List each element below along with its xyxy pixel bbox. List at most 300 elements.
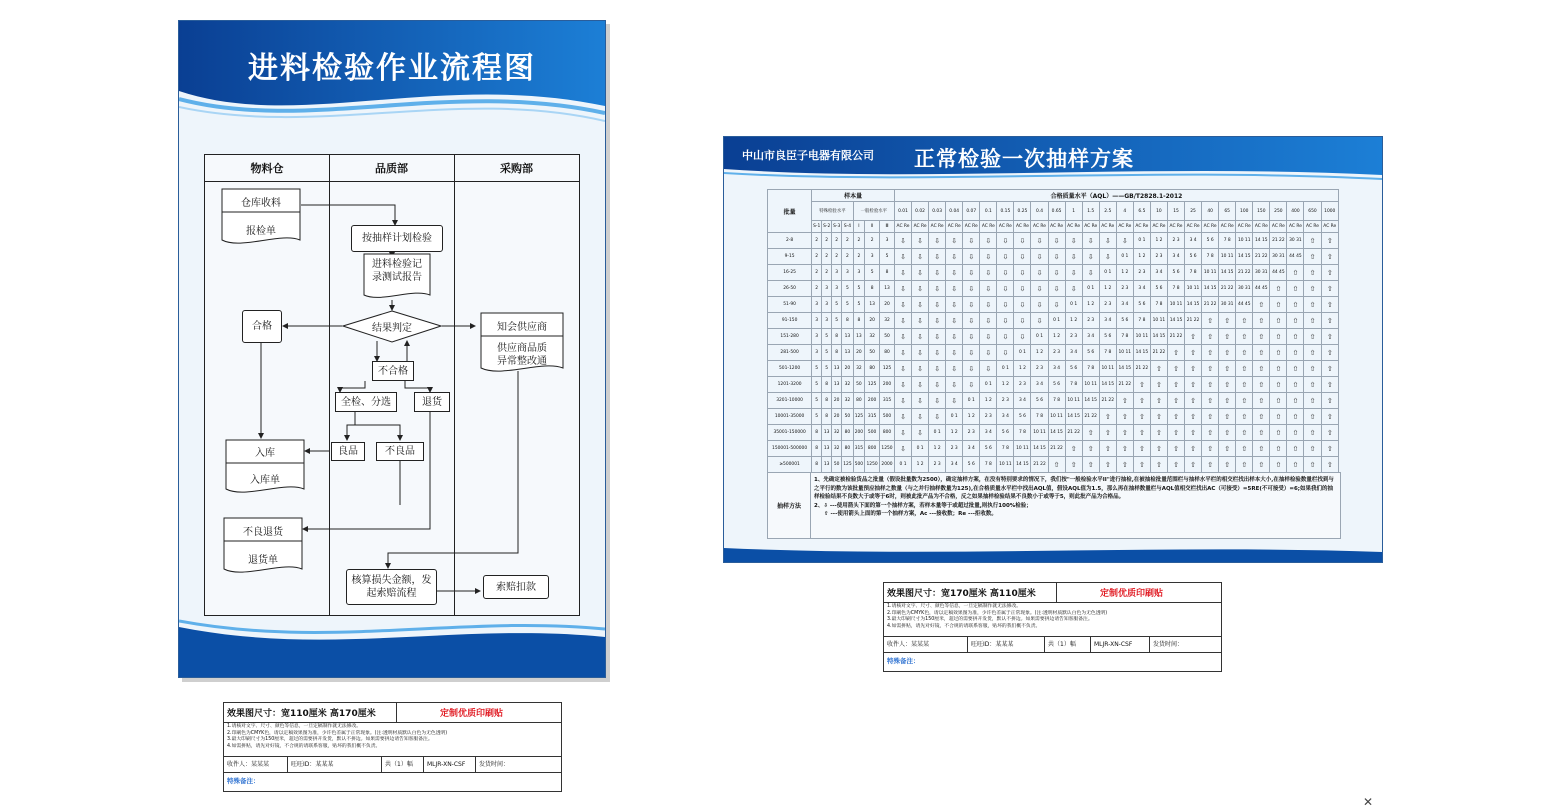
sample-size-header: 样本量: [812, 190, 895, 202]
arrow-down-icon: ⇩: [985, 252, 992, 261]
ac-re-cell: 21 22: [1133, 361, 1150, 377]
arrow-down-icon: ⇩: [1019, 284, 1026, 293]
aql-value-header: 400: [1287, 202, 1304, 221]
ac-re-cell: 10 11: [1202, 265, 1219, 281]
arrow-cell: [912, 297, 929, 313]
aql-value-header: 40: [1202, 202, 1219, 221]
arrow-down-icon: ⇩: [934, 316, 941, 325]
sample-size-cell: 80: [842, 441, 853, 457]
arrow-up-icon: ⇧: [1258, 396, 1265, 405]
arrow-up-icon: ⇧: [1309, 300, 1316, 309]
arrow-up-icon: ⇧: [1326, 396, 1333, 405]
arrow-cell: [1082, 457, 1099, 473]
arrow-down-icon: ⇩: [917, 348, 923, 357]
arrow-cell: [963, 329, 980, 345]
arrow-down-icon: ⇩: [951, 236, 958, 245]
arrow-up-icon: ⇧: [1156, 412, 1162, 421]
sample-size-cell: 500: [865, 425, 880, 441]
close-icon[interactable]: ✕: [1363, 795, 1374, 809]
aql-value-header: 1000: [1321, 202, 1338, 221]
ac-re-cell: 5 6: [1099, 329, 1116, 345]
level-code-header: S-2: [822, 221, 832, 233]
sample-size-cell: 80: [842, 425, 853, 441]
arrow-cell: [1014, 297, 1031, 313]
arrow-down-icon: ⇩: [968, 268, 975, 277]
arrow-cell: [1065, 457, 1082, 473]
spec-info-row: [884, 636, 1221, 653]
level-code-header: Ⅰ: [853, 221, 864, 233]
aql-value-header: 0.03: [929, 202, 946, 221]
arrow-up-icon: ⇧: [1241, 396, 1248, 405]
sample-size-cell: 800: [880, 425, 895, 441]
arrow-cell: [1304, 329, 1321, 345]
ac-re-cell: 10 11: [997, 457, 1014, 473]
receiver: 收件人：某某某: [884, 637, 968, 652]
sample-size-cell: 80: [880, 345, 895, 361]
ac-re-cell: 0 1: [1099, 265, 1116, 281]
sample-size-cell: 5: [812, 377, 822, 393]
ac-re-cell: 7 8: [1099, 345, 1116, 361]
arrow-cell: [1082, 425, 1099, 441]
arrow-up-icon: ⇧: [1104, 460, 1111, 469]
arrow-cell: [1116, 425, 1133, 441]
arrow-up-icon: ⇧: [1138, 396, 1145, 405]
sample-size-cell: 315: [880, 393, 895, 409]
arrow-up-icon: ⇧: [1309, 332, 1316, 341]
sample-size-cell: 32: [832, 441, 842, 457]
arrow-up-icon: ⇧: [1326, 364, 1333, 373]
arrow-cell: [1236, 361, 1253, 377]
ac-re-cell: 10 11: [1031, 425, 1048, 441]
arrow-cell: [1167, 425, 1184, 441]
sample-size-cell: 32: [832, 425, 842, 441]
arrow-up-icon: ⇧: [1258, 348, 1265, 357]
arrow-cell: [1202, 329, 1219, 345]
ac-re-cell: 3 4: [997, 409, 1014, 425]
ac-re-cell: 14 15: [1031, 441, 1048, 457]
batch-cell: 35001-150000: [768, 425, 812, 441]
table-row: [768, 441, 1339, 457]
arrow-up-icon: ⇧: [1241, 364, 1248, 373]
arrow-cell: [1202, 313, 1219, 329]
sample-size-cell: 32: [880, 313, 895, 329]
arrow-up-icon: ⇧: [1138, 428, 1145, 437]
ac-re-cell: 5 6: [1150, 281, 1167, 297]
arrow-cell: [1219, 409, 1236, 425]
sample-size-cell: 13: [822, 457, 832, 473]
sample-size-cell: 5: [822, 329, 832, 345]
poster-footer-banner: [179, 617, 605, 677]
size-label: 效果图尺寸：宽110厘米 高170厘米: [227, 709, 376, 719]
ac-re-cell: 2 3: [1014, 377, 1031, 393]
arrow-cell: [929, 297, 946, 313]
ac-re-cell: 2 3: [1167, 233, 1184, 249]
ac-re-cell: 3 4: [963, 441, 980, 457]
ac-re-cell: 21 22: [1116, 377, 1133, 393]
ac-re-cell: 21 22: [1082, 409, 1099, 425]
arrow-up-icon: ⇧: [1309, 268, 1316, 277]
arrow-cell: [1253, 393, 1270, 409]
arrow-cell: [963, 345, 980, 361]
sample-size-cell: 3: [880, 233, 895, 249]
ac-re-cell: 30 31: [1270, 249, 1287, 265]
arrow-up-icon: ⇧: [1173, 460, 1179, 469]
arrow-cell: [1253, 345, 1270, 361]
arrow-cell: [912, 393, 929, 409]
sample-size-cell: 125: [842, 457, 853, 473]
arrow-up-icon: ⇧: [1258, 460, 1265, 469]
arrow-cell: [912, 281, 929, 297]
arrow-up-icon: ⇧: [1156, 444, 1162, 453]
arrow-cell: [997, 345, 1014, 361]
ac-re-cell: 44 45: [1270, 265, 1287, 281]
ac-re-cell: 5 6: [997, 425, 1014, 441]
ac-re-cell: 2 3: [929, 457, 946, 473]
arrow-up-icon: ⇧: [1275, 412, 1282, 421]
table-row: [768, 329, 1339, 345]
arrow-down-icon: ⇩: [951, 252, 958, 261]
spec-note: 4.如需拼贴，请先对好镜，不合规的请联系客服，贴坏的我们概不负责。: [887, 623, 1041, 629]
arrow-up-icon: ⇧: [1309, 460, 1316, 469]
table-row: [768, 345, 1339, 361]
table-header-row: [768, 202, 1339, 221]
arrow-cell: [894, 377, 911, 393]
store-in-form-label: 入库单: [250, 475, 280, 486]
ac-re-cell: 7 8: [997, 441, 1014, 457]
arrow-cell: [1133, 409, 1150, 425]
ac-re-header: AC Re: [1065, 221, 1082, 233]
arrow-up-icon: ⇧: [1292, 444, 1299, 453]
divider: [396, 703, 397, 722]
arrow-down-icon: ⇩: [1070, 284, 1077, 293]
arrow-up-icon: ⇧: [1292, 300, 1299, 309]
arrow-cell: [980, 361, 997, 377]
batch-header: 批量: [768, 190, 812, 233]
sample-size-cell: 5: [812, 361, 822, 377]
sample-size-cell: 2: [853, 233, 864, 249]
ac-re-header: AC Re: [1270, 221, 1287, 233]
arrow-cell: [1287, 345, 1304, 361]
arrow-cell: [894, 361, 911, 377]
sample-size-cell: 2: [822, 233, 832, 249]
sample-size-cell: 800: [865, 441, 880, 457]
ac-re-cell: 21 22: [1185, 313, 1202, 329]
poster-title: 进料检验作业流程图: [248, 51, 536, 86]
aql-value-header: 65: [1219, 202, 1236, 221]
sample-size-cell: 13: [842, 345, 853, 361]
batch-cell: 51-90: [768, 297, 812, 313]
arrow-cell: [1048, 457, 1065, 473]
ac-re-cell: 14 15: [1253, 233, 1270, 249]
arrow-up-icon: ⇧: [1190, 348, 1196, 357]
arrow-cell: [1219, 361, 1236, 377]
arrow-cell: [1219, 345, 1236, 361]
lane-header-purchase: 采购部: [454, 155, 579, 182]
ac-re-cell: 0 1: [1082, 281, 1099, 297]
arrow-cell: [980, 313, 997, 329]
arrow-up-icon: ⇧: [1224, 380, 1231, 389]
aql-value-header: 0.07: [963, 202, 980, 221]
ac-re-cell: 10 11: [1185, 281, 1202, 297]
arrow-down-icon: ⇩: [1053, 268, 1060, 277]
arrow-down-icon: ⇩: [900, 348, 906, 357]
arrow-cell: [1014, 281, 1031, 297]
arrow-up-icon: ⇧: [1207, 396, 1214, 405]
ac-re-header: AC Re: [1048, 221, 1065, 233]
ac-re-cell: 2 3: [1048, 345, 1065, 361]
sample-size-cell: 3: [812, 329, 822, 345]
arrow-cell: [1185, 345, 1202, 361]
arrow-cell: [1116, 233, 1133, 249]
table-row: [768, 457, 1339, 473]
arrow-cell: [1287, 441, 1304, 457]
ac-re-header: AC Re: [1253, 221, 1270, 233]
ac-re-cell: 21 22: [1202, 297, 1219, 313]
aql-value-header: 6.5: [1133, 202, 1150, 221]
arrow-up-icon: ⇧: [1326, 300, 1333, 309]
sample-size-cell: 20: [853, 345, 864, 361]
arrow-down-icon: ⇩: [1036, 316, 1043, 325]
arrow-cell: [1287, 361, 1304, 377]
arrow-cell: [1236, 313, 1253, 329]
warehouse-receive-label: 仓库收料: [241, 198, 281, 209]
arrow-cell: [929, 329, 946, 345]
arrow-up-icon: ⇧: [1224, 396, 1231, 405]
arrow-down-icon: ⇩: [900, 396, 906, 405]
claim-node: 索赔扣款: [483, 575, 549, 599]
aql-sampling-table: [767, 189, 1339, 473]
arrow-cell: [912, 265, 929, 281]
arrow-cell: [1321, 265, 1338, 281]
arrow-cell: [929, 249, 946, 265]
arrow-cell: [1150, 409, 1167, 425]
arrow-up-icon: ⇧: [1241, 348, 1248, 357]
arrow-up-icon: ⇧: [1326, 412, 1333, 421]
arrow-up-icon: ⇧: [1104, 428, 1111, 437]
arrow-down-icon: ⇩: [1104, 252, 1111, 261]
ac-re-cell: 10 11: [1048, 409, 1065, 425]
arrow-down-icon: ⇩: [1036, 252, 1043, 261]
arrow-cell: [980, 329, 997, 345]
arrow-down-icon: ⇩: [917, 428, 923, 437]
arrow-cell: [1202, 393, 1219, 409]
wangwang-id: 旺旺ID：某某某: [968, 637, 1045, 652]
arrow-down-icon: ⇩: [968, 300, 975, 309]
arrow-up-icon: ⇧: [1258, 300, 1265, 309]
aql-header: 合格质量水平（AQL）——GB/T2828.1-2012: [894, 190, 1338, 202]
arrow-cell: [946, 265, 963, 281]
arrow-up-icon: ⇧: [1241, 380, 1248, 389]
arrow-down-icon: ⇩: [917, 380, 923, 389]
ac-re-cell: 0 1: [1014, 345, 1031, 361]
arrow-up-icon: ⇧: [1292, 316, 1299, 325]
ac-re-header: AC Re: [1116, 221, 1133, 233]
sample-size-cell: 1250: [865, 457, 880, 473]
sample-size-cell: 8: [832, 345, 842, 361]
ac-re-header: AC Re: [946, 221, 963, 233]
arrow-up-icon: ⇧: [1173, 444, 1179, 453]
arrow-cell: [1082, 233, 1099, 249]
arrow-cell: [1321, 425, 1338, 441]
ship-time: 发货时间：: [1153, 641, 1184, 648]
arrow-cell: [1116, 457, 1133, 473]
arrow-up-icon: ⇧: [1104, 444, 1111, 453]
arrow-up-icon: ⇧: [1292, 428, 1299, 437]
arrow-up-icon: ⇧: [1309, 236, 1316, 245]
arrow-down-icon: ⇩: [951, 380, 958, 389]
ac-re-cell: 21 22: [1270, 233, 1287, 249]
arrow-cell: [1219, 377, 1236, 393]
ac-re-cell: 14 15: [1236, 249, 1253, 265]
arrow-cell: [1270, 457, 1287, 473]
ac-re-cell: 1 2: [1031, 345, 1048, 361]
arrow-up-icon: ⇧: [1190, 460, 1196, 469]
arrow-cell: [1287, 297, 1304, 313]
arrow-cell: [1167, 377, 1184, 393]
sample-size-cell: 5: [822, 361, 832, 377]
sample-size-cell: 2: [853, 249, 864, 265]
arrow-cell: [1150, 441, 1167, 457]
arrow-cell: [1133, 441, 1150, 457]
arrow-down-icon: ⇩: [1036, 284, 1043, 293]
arrow-cell: [1253, 313, 1270, 329]
sample-size-cell: 3: [812, 313, 822, 329]
sample-size-cell: 2: [812, 233, 822, 249]
arrow-cell: [1270, 377, 1287, 393]
aql-value-header: 650: [1304, 202, 1321, 221]
ac-re-cell: 3 4: [1048, 361, 1065, 377]
ac-re-cell: 3 4: [1099, 313, 1116, 329]
arrow-up-icon: ⇧: [1190, 380, 1196, 389]
arrow-down-icon: ⇩: [985, 316, 992, 325]
arrow-cell: [1321, 457, 1338, 473]
ac-re-header: AC Re: [1133, 221, 1150, 233]
arrow-down-icon: ⇩: [1087, 252, 1094, 261]
arrow-cell: [929, 265, 946, 281]
method-line: ⇧ ---使用箭头上面的第一个抽样方案，Ac ---接收数；Re ---拒收数。: [824, 511, 997, 517]
ac-re-cell: 14 15: [1065, 409, 1082, 425]
arrow-cell: [1236, 377, 1253, 393]
arrow-cell: [894, 329, 911, 345]
table-row: [768, 313, 1339, 329]
arrow-cell: [946, 313, 963, 329]
arrow-up-icon: ⇧: [1224, 460, 1231, 469]
sample-size-cell: 3: [842, 265, 853, 281]
ac-re-header: AC Re: [1185, 221, 1202, 233]
arrow-down-icon: ⇩: [1002, 236, 1009, 245]
arrow-cell: [929, 377, 946, 393]
defective-node: 不良品: [376, 442, 424, 461]
arrow-down-icon: ⇩: [1019, 316, 1026, 325]
ac-re-cell: 7 8: [1048, 393, 1065, 409]
arrow-down-icon: ⇩: [951, 284, 958, 293]
arrow-up-icon: ⇧: [1258, 428, 1265, 437]
arrow-up-icon: ⇧: [1138, 444, 1145, 453]
arrow-cell: [946, 345, 963, 361]
aql-value-header: 0.01: [894, 202, 911, 221]
arrow-up-icon: ⇧: [1309, 396, 1316, 405]
arrow-up-icon: ⇧: [1138, 412, 1145, 421]
arrow-cell: [1150, 393, 1167, 409]
sample-size-cell: 2: [812, 249, 822, 265]
sample-size-cell: 32: [865, 329, 880, 345]
arrow-up-icon: ⇧: [1326, 428, 1333, 437]
arrow-cell: [1202, 457, 1219, 473]
arrow-down-icon: ⇩: [968, 348, 975, 357]
arrow-cell: [894, 281, 911, 297]
arrow-up-icon: ⇧: [1258, 412, 1265, 421]
arrow-cell: [1185, 409, 1202, 425]
ac-re-cell: 3 4: [1065, 345, 1082, 361]
sample-size-cell: 125: [880, 361, 895, 377]
arrow-up-icon: ⇧: [1275, 380, 1282, 389]
ac-re-cell: 10 11: [1236, 233, 1253, 249]
spec-note: 1.请核对文字、尺寸、颜色等信息，一旦定稿制作就无法修改。: [227, 724, 362, 729]
arrow-up-icon: ⇧: [1275, 284, 1282, 293]
arrow-up-icon: ⇧: [1190, 332, 1196, 341]
ac-re-cell: 10 11: [1082, 377, 1099, 393]
ac-re-cell: 10 11: [1167, 297, 1184, 313]
arrow-cell: [894, 425, 911, 441]
arrow-cell: [1167, 345, 1184, 361]
arrow-down-icon: ⇩: [968, 332, 975, 341]
arrow-cell: [1236, 409, 1253, 425]
ac-re-cell: 21 22: [1219, 281, 1236, 297]
arrow-cell: [1202, 441, 1219, 457]
arrow-up-icon: ⇧: [1326, 380, 1333, 389]
arrow-cell: [1031, 313, 1048, 329]
arrow-up-icon: ⇧: [1121, 428, 1128, 437]
arrow-down-icon: ⇩: [900, 332, 906, 341]
arrow-cell: [1304, 441, 1321, 457]
level-code-header: Ⅲ: [880, 221, 895, 233]
ac-re-cell: 5 6: [1031, 393, 1048, 409]
arrow-cell: [1321, 233, 1338, 249]
ac-re-cell: 7 8: [1167, 281, 1184, 297]
arrow-cell: [1116, 441, 1133, 457]
arrow-up-icon: ⇧: [1309, 380, 1316, 389]
arrow-cell: [1031, 281, 1048, 297]
arrow-up-icon: ⇧: [1326, 268, 1333, 277]
arrow-up-icon: ⇧: [1070, 444, 1077, 453]
sample-size-cell: 3: [822, 313, 832, 329]
arrow-cell: [980, 297, 997, 313]
arrow-cell: [1270, 425, 1287, 441]
ac-re-cell: 0 1: [1133, 233, 1150, 249]
brand-label: 定制优质印刷贴: [440, 709, 504, 719]
arrow-cell: [1116, 393, 1133, 409]
arrow-down-icon: ⇩: [934, 396, 941, 405]
arrow-cell: [946, 393, 963, 409]
arrow-up-icon: ⇧: [1275, 396, 1282, 405]
arrow-cell: [1253, 377, 1270, 393]
size-label: 效果图尺寸：宽170厘米 高110厘米: [887, 589, 1036, 599]
arrow-cell: [1270, 297, 1287, 313]
sample-size-cell: 50: [880, 329, 895, 345]
sample-size-cell: 3: [832, 265, 842, 281]
product-code: MLJR-XN-CSF: [424, 757, 476, 772]
sample-size-cell: 5: [880, 249, 895, 265]
arrow-down-icon: ⇩: [1019, 268, 1026, 277]
arrow-up-icon: ⇧: [1292, 268, 1299, 277]
batch-cell: 501-1200: [768, 361, 812, 377]
sample-size-cell: 80: [853, 393, 864, 409]
inspection-record-doc: [363, 253, 431, 303]
arrow-cell: [929, 313, 946, 329]
ac-re-header: AC Re: [1236, 221, 1253, 233]
arrow-up-icon: ⇧: [1326, 284, 1333, 293]
ac-re-cell: 5 6: [1185, 249, 1202, 265]
